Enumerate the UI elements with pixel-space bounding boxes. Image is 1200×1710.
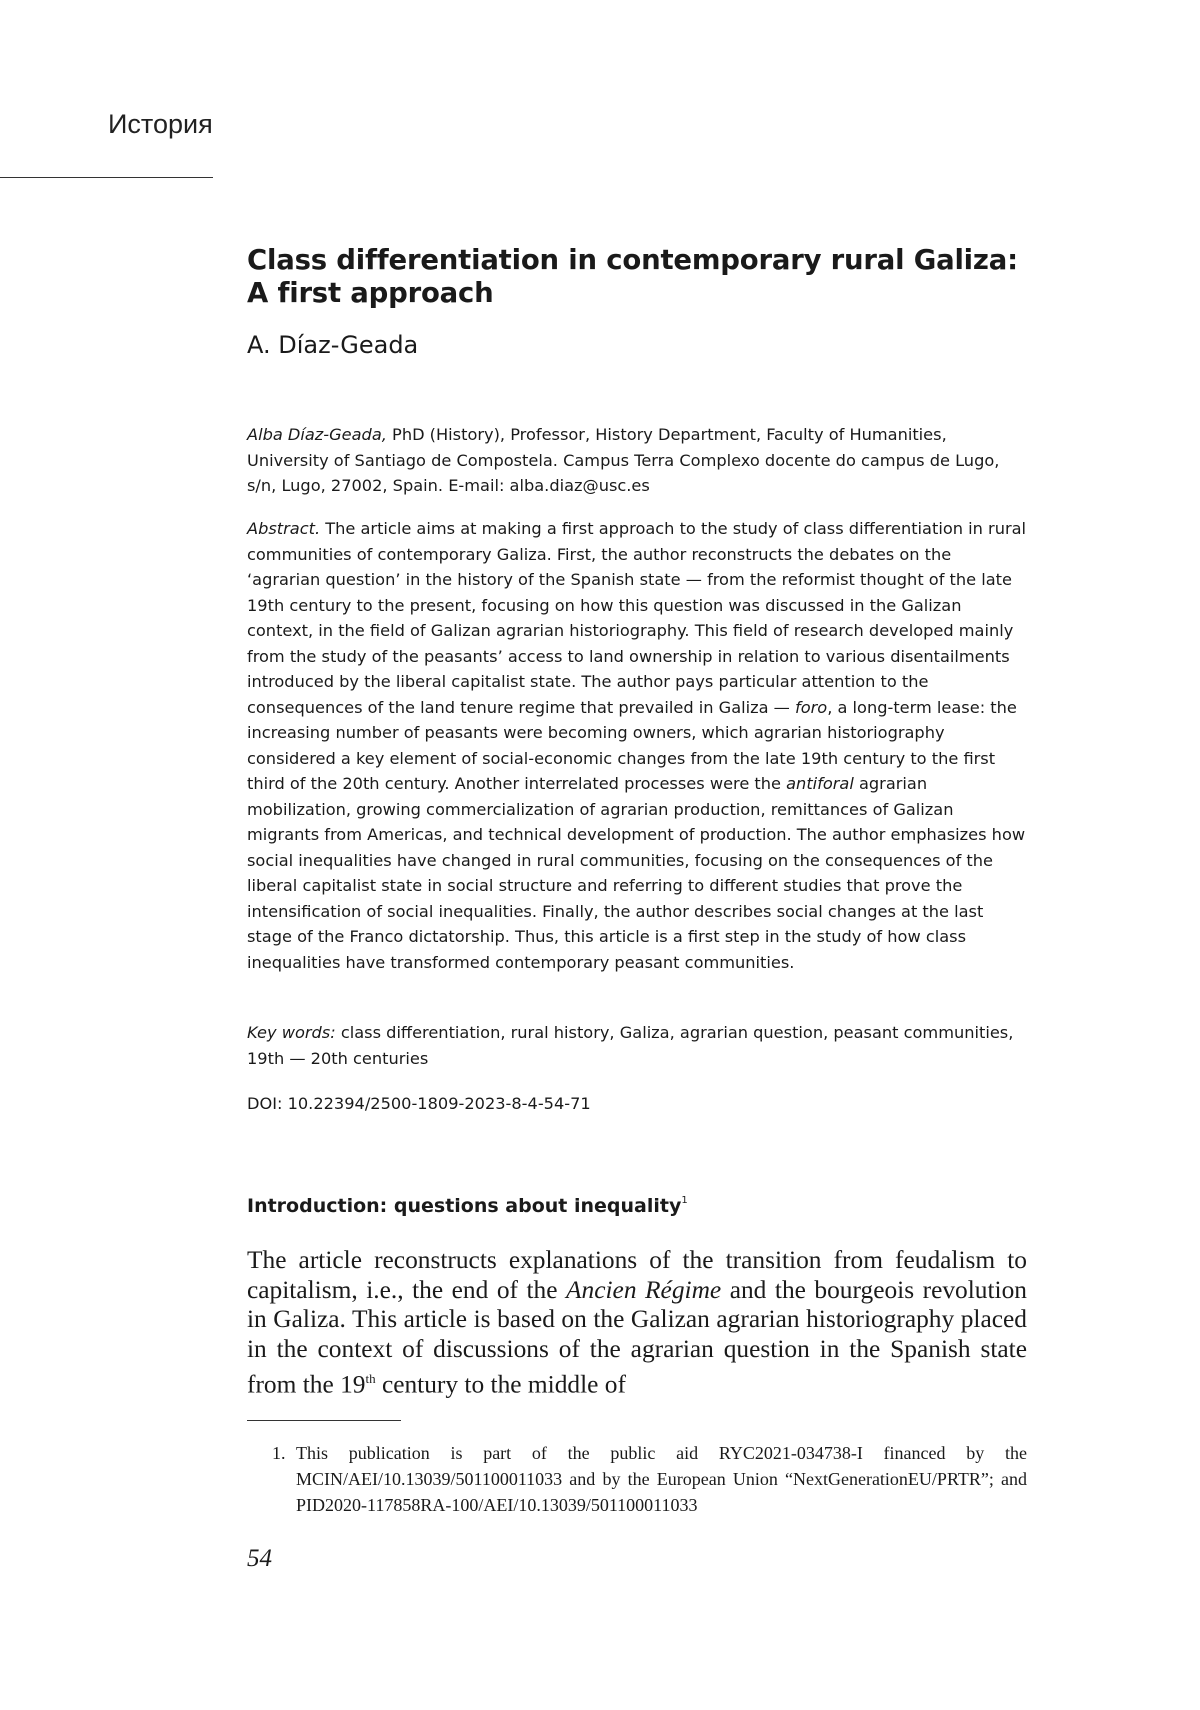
section-label: История: [108, 109, 213, 139]
footnote-mark: 1: [681, 1194, 688, 1206]
abstract-text-1: The article aims at making a first approach to the study of class differentiation in rural communities of contemporary Galiza. First, the author reconstructs the debates on the ‘agrarian question’ in the history of the Spanish state — from the reformist thought of the late 19th century to the present, focusing on how this question was discussed in the Galizan context, in the field of Galizan agrarian historiography. This field of research developed mainly from the study of the peasants’ access to land ownership in relation to various disentailments introduced by the liberal capitalist state. The author pays particular attention to the consequences of the land tenure regime that prevailed in Galiza —: [247, 519, 1027, 717]
abstract-foro: foro: [795, 697, 828, 717]
section-divider: [0, 177, 213, 178]
affiliation-name: Alba Díaz-Geada,: [247, 425, 387, 444]
abstract-text-2: , a long-term lease: the increasing number of peasants were becoming owners, which agrarian historiography considered a key element of social-economic changes from the late 19th century to the first third of the 20th century. Another interrelated processes were the: [247, 697, 1017, 793]
abstract-label: Abstract.: [247, 519, 321, 538]
article-title: [247, 244, 1027, 310]
doi: DOI: 10.22394/2500-1809-2023-8-4-54-71: [247, 1094, 591, 1113]
intro-th: th: [365, 1371, 376, 1386]
author-affiliation: [247, 422, 1027, 499]
keywords: [247, 1020, 1027, 1071]
intro-heading-text: Introduction: questions about inequality: [247, 1195, 682, 1217]
intro-ancien: Ancien Régime: [566, 1275, 722, 1304]
footnote: [272, 1440, 1027, 1518]
intro-text-1: The article reconstructs explanations of the transition from feudalism to capitalism, i.e., the end of the: [247, 1246, 1027, 1304]
page-number: 54: [247, 1545, 272, 1572]
title-line-2: A first approach: [247, 277, 494, 309]
abstract-antiforal: antiforal: [786, 774, 854, 793]
abstract-text-3: agrarian mobilization, growing commercialization of agrarian production, remittances of Galizan migrants from Americas, and technical development of production. The author emphasizes how social inequalities have changed in rural communities, focusing on the consequences of the liberal capitalist state in social structure and referring to different studies that prove the intensification of social inequalities. Finally, the author describes social changes at the last stage of the Franco dictatorship. Thus, this article is a first step in the study of how class inequalities have transformed contemporary peasant communities.: [247, 774, 1026, 972]
intro-text-2: and the bourgeois revolution in Galiza. This article is based on the Galizan agrarian historiography placed in the context of discussions of the agrarian question in the Spanish state from the 19: [247, 1275, 1027, 1399]
footnote-text: This publication is part of the public aid RYC2021-034738-I financed by the MCIN/AEI/10.13039/501100011033 and by the European Union “NextGenerationEU/PRTR”; and PID2020-117858RA-100/AEI/10.13039/501100011033: [296, 1443, 1027, 1515]
keywords-label: Key words:: [247, 1023, 336, 1042]
intro-text-3: century to the middle of: [375, 1370, 626, 1399]
intro-paragraph: [247, 1246, 1027, 1400]
keywords-text: class differentiation, rural history, Galiza, agrarian question, peasant communities, 19th — 20th centuries: [247, 1023, 1014, 1068]
author-name: A. Díaz-Geada: [247, 331, 419, 359]
footnote-divider: [247, 1420, 401, 1421]
title-line-1: Class differentiation in contemporary rural Galiza:: [247, 244, 1018, 276]
intro-heading: [247, 1195, 1027, 1217]
footnote-number: 1.: [272, 1443, 286, 1463]
affiliation-text: PhD (History), Professor, History Department, Faculty of Humanities, University of Santiago de Compostela. Campus Terra Complexo docente do campus de Lugo, s/n, Lugo, 27002, Spain. E-mail: alba.diaz@usc.es: [247, 425, 1000, 495]
abstract: [247, 516, 1027, 975]
